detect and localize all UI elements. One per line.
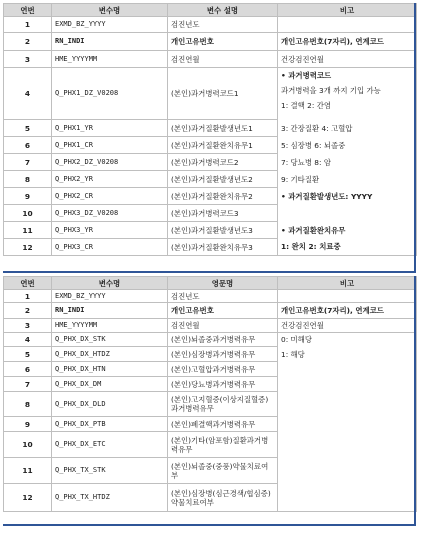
table-row: [4, 458, 417, 484]
row-variable: Q_PHX_DX_ETC: [52, 432, 168, 458]
table-row: [4, 319, 417, 333]
table-row: [4, 154, 417, 171]
row-variable: EXMD_BZ_YYYY: [52, 17, 168, 33]
row-description: (본인)과거병력코드3: [168, 205, 278, 222]
note-cure-values: 1: 완치 2: 치료중: [278, 239, 417, 256]
row-note: 건강검진연월: [278, 51, 417, 68]
row-variable: RN_INDI: [52, 303, 168, 319]
note-bullet-onset-year: • 과거질환발생년도: YYYY: [278, 188, 417, 205]
col-header-note: 비고: [278, 277, 417, 290]
row-description: (본인)과거병력코드1: [168, 68, 278, 120]
row-description: (본인)과거질환완치유무1: [168, 137, 278, 154]
note-line: 7: 당뇨병 8: 암: [278, 154, 417, 171]
row-index: 8: [4, 171, 52, 188]
table-row: [4, 362, 417, 377]
table-row: [4, 51, 417, 68]
row-index: 10: [4, 432, 52, 458]
table-1-right-rule: [414, 3, 416, 273]
table-2-right-rule: [414, 276, 416, 526]
table-header-row: [4, 4, 417, 17]
col-header-description: 변수 설명: [168, 4, 278, 17]
row-note: [278, 432, 417, 458]
row-description: (본인)과거질환완치유무2: [168, 188, 278, 205]
row-variable: RN_INDI: [52, 33, 168, 51]
row-variable: Q_PHX_DX_HTDZ: [52, 347, 168, 362]
row-description: (본인)과거병력코드2: [168, 154, 278, 171]
table-row: [4, 432, 417, 458]
row-variable: HME_YYYYMM: [52, 51, 168, 68]
row-description: (본인)기타(암포함)질환과거병력유무: [168, 432, 278, 458]
note-bullet-history-code: • 과거병력코드: [281, 71, 332, 80]
table-row: [4, 392, 417, 417]
variable-table-2: [3, 276, 417, 512]
table-row: [4, 188, 417, 205]
row-variable: Q_PHX1_YR: [52, 120, 168, 137]
row-variable: Q_PHX_TX_STK: [52, 458, 168, 484]
variable-table-1: [3, 3, 417, 256]
row-description: 검진연월: [168, 51, 278, 68]
row-variable: Q_PHX3_DZ_V0208: [52, 205, 168, 222]
row-description: 검진년도: [168, 17, 278, 33]
table-row: [4, 222, 417, 239]
row-description: 개인고유번호: [168, 33, 278, 51]
row-description: (본인)과거질환발생년도1: [168, 120, 278, 137]
row-index: 2: [4, 303, 52, 319]
row-note: 0: 미해당: [278, 333, 417, 347]
row-description: 검진연월: [168, 319, 278, 333]
row-description: (본인)고지혈증(이상지질혈증)과거병력유무: [168, 392, 278, 417]
table-2-bottom-rule: [3, 524, 416, 526]
table-row: [4, 171, 417, 188]
table-row: [4, 17, 417, 33]
row-index: 11: [4, 222, 52, 239]
table-row: [4, 303, 417, 319]
row-description: (본인)과거질환발생년도3: [168, 222, 278, 239]
row-index: 2: [4, 33, 52, 51]
row-description: 검진년도: [168, 290, 278, 303]
row-variable: Q_PHX_DX_DM: [52, 377, 168, 392]
row-note: 개인고유번호(7자리), 연계코드: [278, 303, 417, 319]
row-variable: Q_PHX3_YR: [52, 222, 168, 239]
table-1-bottom-rule: [3, 271, 416, 273]
row-variable: HME_YYYYMM: [52, 319, 168, 333]
row-note: [278, 458, 417, 484]
table-row: [4, 33, 417, 51]
row-index: 8: [4, 392, 52, 417]
row-note: [278, 362, 417, 377]
row-index: 9: [4, 417, 52, 432]
table-header-row: [4, 277, 417, 290]
col-header-english-name: 영문명: [168, 277, 278, 290]
row-description: (본인)심장병과거병력유무: [168, 347, 278, 362]
row-index: 5: [4, 347, 52, 362]
row-note: [278, 290, 417, 303]
note-line: 3: 간장질환 4: 고혈압: [278, 120, 417, 137]
note-bullet-cure-status: • 과거질환완치유무: [278, 222, 417, 239]
row-variable: Q_PHX_DX_DLD: [52, 392, 168, 417]
row-variable: EXMD_BZ_YYYY: [52, 290, 168, 303]
row-variable: Q_PHX_DX_STK: [52, 333, 168, 347]
row-index: 12: [4, 239, 52, 256]
row-variable: Q_PHX2_YR: [52, 171, 168, 188]
row-note: [278, 377, 417, 392]
table-row: [4, 290, 417, 303]
row-description: 개인고유번호: [168, 303, 278, 319]
row-variable: Q_PHX_DX_PTB: [52, 417, 168, 432]
table-row: [4, 347, 417, 362]
col-header-variable: 변수명: [52, 277, 168, 290]
row-note: 1: 해당: [278, 347, 417, 362]
row-index: 4: [4, 68, 52, 120]
row-description: (본인)폐결핵과거병력유무: [168, 417, 278, 432]
row-index: 6: [4, 137, 52, 154]
table-row: [4, 120, 417, 137]
row-description: (본인)뇌졸중(중풍)약물치료여부: [168, 458, 278, 484]
table-row: [4, 333, 417, 347]
row-index: 3: [4, 51, 52, 68]
note-line: 9: 기타질환: [278, 171, 417, 188]
table-row: [4, 68, 417, 120]
col-header-index: 연번: [4, 4, 52, 17]
row-index: 4: [4, 333, 52, 347]
row-index: 9: [4, 188, 52, 205]
row-variable: Q_PHX2_CR: [52, 188, 168, 205]
row-note: [278, 17, 417, 33]
row-variable: Q_PHX1_DZ_V0208: [52, 68, 168, 120]
row-variable: Q_PHX2_DZ_V0208: [52, 154, 168, 171]
row-note: [278, 484, 417, 512]
row-description: (본인)고혈압과거병력유무: [168, 362, 278, 377]
col-header-variable: 변수명: [52, 4, 168, 17]
row-index: 1: [4, 17, 52, 33]
table-row: [4, 205, 417, 222]
row-variable: Q_PHX_TX_HTDZ: [52, 484, 168, 512]
row-description: (본인)과거질환완치유무3: [168, 239, 278, 256]
row-variable: Q_PHX_DX_HTN: [52, 362, 168, 377]
row-index: 7: [4, 377, 52, 392]
row-index: 12: [4, 484, 52, 512]
row-note: [278, 392, 417, 417]
table-row: [4, 377, 417, 392]
row-index: 3: [4, 319, 52, 333]
row-variable: Q_PHX3_CR: [52, 239, 168, 256]
col-header-note: 비고: [278, 4, 417, 17]
row-note: 개인고유번호(7자리), 연계코드: [278, 33, 417, 51]
row-description: (본인)과거질환발생년도2: [168, 171, 278, 188]
note-blank: [278, 205, 417, 222]
note-line: 과거병력을 3개 까지 기입 가능: [281, 86, 381, 95]
row-index: 11: [4, 458, 52, 484]
disease-code-note: [278, 68, 417, 120]
col-header-index: 연번: [4, 277, 52, 290]
table-row: [4, 239, 417, 256]
row-index: 1: [4, 290, 52, 303]
table-row: [4, 417, 417, 432]
row-index: 10: [4, 205, 52, 222]
row-index: 5: [4, 120, 52, 137]
row-index: 7: [4, 154, 52, 171]
row-note: [278, 417, 417, 432]
row-variable: Q_PHX1_CR: [52, 137, 168, 154]
row-description: (본인)당뇨병과거병력유무: [168, 377, 278, 392]
row-note: 건강검진연월: [278, 319, 417, 333]
note-line: 1: 결핵 2: 간염: [281, 101, 331, 110]
table-row: [4, 137, 417, 154]
row-index: 6: [4, 362, 52, 377]
note-line: 5: 심장병 6: 뇌졸중: [278, 137, 417, 154]
row-description: (본인)뇌졸중과거병력유무: [168, 333, 278, 347]
table-row: [4, 484, 417, 512]
row-description: (본인)심장병(심근경색/협심증)약물치료여부: [168, 484, 278, 512]
